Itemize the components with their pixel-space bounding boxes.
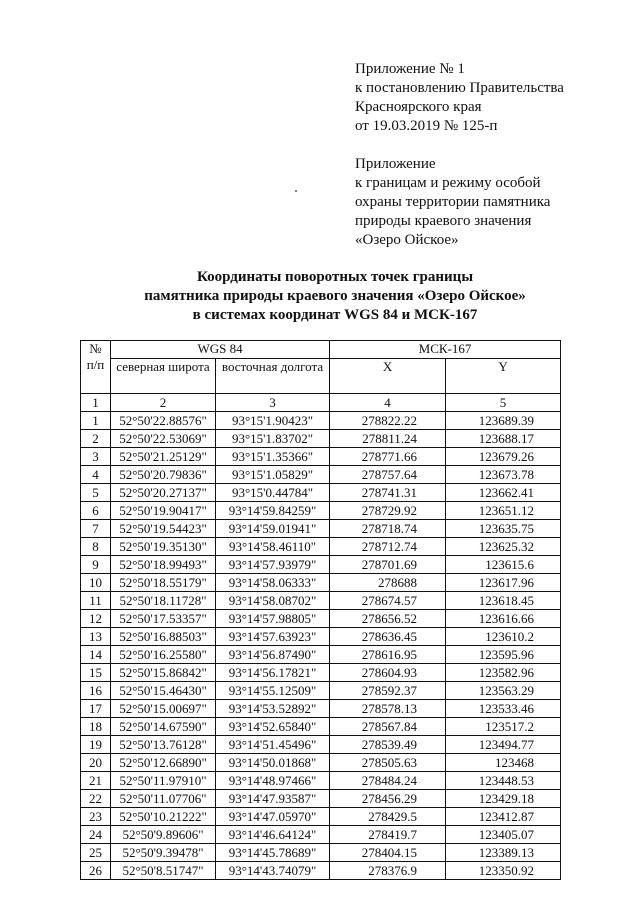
y-cell: 123615.6: [446, 556, 561, 574]
table-row: [81, 754, 561, 772]
header-line: к постановлению Правительства: [355, 80, 564, 96]
table-row: [81, 538, 561, 556]
latitude-cell: 52°50'18.55179": [111, 574, 216, 592]
header-x: X: [330, 359, 446, 394]
table-row: [81, 412, 561, 430]
table-row: [81, 430, 561, 448]
x-cell: 278539.49: [330, 736, 446, 754]
point-number: 5: [81, 484, 111, 502]
table-row: [81, 448, 561, 466]
x-cell: 278484.24: [330, 772, 446, 790]
latitude-cell: 52°50'13.76128": [111, 736, 216, 754]
x-cell: 278757.64: [330, 466, 446, 484]
point-number: 3: [81, 448, 111, 466]
table-row: [81, 772, 561, 790]
latitude-cell: 52°50'18.99493": [111, 556, 216, 574]
longitude-cell: 93°15'1.90423": [216, 412, 330, 430]
column-number-row: [81, 394, 561, 412]
x-cell: 278636.45: [330, 628, 446, 646]
header-y: Y: [446, 359, 561, 394]
table-body: [81, 412, 561, 880]
table-row: [81, 808, 561, 826]
coordinates-table: [80, 340, 561, 880]
longitude-cell: 93°14'47.05970": [216, 808, 330, 826]
header-wgs84: WGS 84: [111, 341, 330, 359]
table-row: [81, 574, 561, 592]
y-cell: 123651.12: [446, 502, 561, 520]
column-number: 2: [111, 394, 216, 412]
x-cell: 278718.74: [330, 520, 446, 538]
latitude-cell: 52°50'14.67590": [111, 718, 216, 736]
latitude-cell: 52°50'8.51747": [111, 862, 216, 880]
point-number: 10: [81, 574, 111, 592]
table-row: [81, 520, 561, 538]
x-cell: 278419.7: [330, 826, 446, 844]
table-row: [81, 556, 561, 574]
x-cell: 278429.5: [330, 808, 446, 826]
y-cell: 123616.66: [446, 610, 561, 628]
x-cell: 278741.31: [330, 484, 446, 502]
x-cell: 278592.37: [330, 682, 446, 700]
point-number: 16: [81, 682, 111, 700]
point-number: 8: [81, 538, 111, 556]
header-line: «Озеро Ойское»: [355, 232, 459, 248]
point-number: 12: [81, 610, 111, 628]
y-cell: 123350.92: [446, 862, 561, 880]
latitude-cell: 52°50'15.86842": [111, 664, 216, 682]
point-number: 7: [81, 520, 111, 538]
title-line: памятника природы краевого значения «Озеро Ойское»: [144, 288, 526, 304]
y-cell: 123494.77: [446, 736, 561, 754]
header-msk167: МСК-167: [330, 341, 561, 359]
y-cell: 123688.17: [446, 430, 561, 448]
y-cell: 123468: [446, 754, 561, 772]
y-cell: 123563.29: [446, 682, 561, 700]
x-cell: 278404.15: [330, 844, 446, 862]
longitude-cell: 93°14'57.63923": [216, 628, 330, 646]
y-cell: 123635.75: [446, 520, 561, 538]
latitude-cell: 52°50'11.07706": [111, 790, 216, 808]
longitude-cell: 93°14'57.98805": [216, 610, 330, 628]
y-cell: 123618.45: [446, 592, 561, 610]
header-line: природы краевого значения: [355, 213, 532, 229]
table-row: [81, 502, 561, 520]
point-number: 9: [81, 556, 111, 574]
point-number: 24: [81, 826, 111, 844]
longitude-cell: 93°14'58.08702": [216, 592, 330, 610]
longitude-cell: 93°15'1.05829": [216, 466, 330, 484]
point-number: 1: [81, 412, 111, 430]
header-line: охраны территории памятника: [355, 194, 551, 210]
point-number: 22: [81, 790, 111, 808]
latitude-cell: 52°50'22.53069": [111, 430, 216, 448]
longitude-cell: 93°14'46.64124": [216, 826, 330, 844]
y-cell: 123625.32: [446, 538, 561, 556]
y-cell: 123617.96: [446, 574, 561, 592]
y-cell: 123689.39: [446, 412, 561, 430]
x-cell: 278578.13: [330, 700, 446, 718]
x-cell: 278712.74: [330, 538, 446, 556]
point-number: 15: [81, 664, 111, 682]
header-line: Приложение: [355, 156, 436, 172]
latitude-cell: 52°50'19.90417": [111, 502, 216, 520]
x-cell: 278505.63: [330, 754, 446, 772]
y-cell: 123582.96: [446, 664, 561, 682]
column-number: 3: [216, 394, 330, 412]
x-cell: 278811.24: [330, 430, 446, 448]
longitude-cell: 93°14'48.97466": [216, 772, 330, 790]
table-row: [81, 592, 561, 610]
y-cell: 123517.2: [446, 718, 561, 736]
point-number: 14: [81, 646, 111, 664]
table-row: [81, 718, 561, 736]
longitude-cell: 93°14'43.74079": [216, 862, 330, 880]
title-line: в системах координат WGS 84 и МСК-167: [192, 307, 478, 323]
latitude-cell: 52°50'21.25129": [111, 448, 216, 466]
header-line: от 19.03.2019 № 125-п: [355, 118, 498, 134]
table-row: [81, 862, 561, 880]
x-cell: 278616.95: [330, 646, 446, 664]
table-row: [81, 664, 561, 682]
point-number: 23: [81, 808, 111, 826]
latitude-cell: 52°50'16.88503": [111, 628, 216, 646]
x-cell: 278456.29: [330, 790, 446, 808]
x-cell: 278701.69: [330, 556, 446, 574]
longitude-cell: 93°14'58.06333": [216, 574, 330, 592]
column-number: 5: [446, 394, 561, 412]
longitude-cell: 93°14'59.84259": [216, 502, 330, 520]
header-num: № п/п: [81, 341, 111, 394]
point-number: 21: [81, 772, 111, 790]
point-number: 19: [81, 736, 111, 754]
header-longitude: восточная долгота: [216, 359, 330, 394]
document-title: [80, 268, 590, 325]
x-cell: 278376.9: [330, 862, 446, 880]
title-line: Координаты поворотных точек границы: [196, 269, 474, 285]
table-row: [81, 826, 561, 844]
y-cell: 123389.13: [446, 844, 561, 862]
x-cell: 278688: [330, 574, 446, 592]
x-cell: 278771.66: [330, 448, 446, 466]
point-number: 20: [81, 754, 111, 772]
longitude-cell: 93°14'58.46110": [216, 538, 330, 556]
longitude-cell: 93°14'56.87490": [216, 646, 330, 664]
x-cell: 278822.22: [330, 412, 446, 430]
table-row: [81, 682, 561, 700]
table-subheader-row: [81, 359, 561, 394]
table-row: [81, 844, 561, 862]
point-number: 4: [81, 466, 111, 484]
latitude-cell: 52°50'19.35130": [111, 538, 216, 556]
table-row: [81, 700, 561, 718]
latitude-cell: 52°50'22.88576": [111, 412, 216, 430]
latitude-cell: 52°50'12.66890": [111, 754, 216, 772]
latitude-cell: 52°50'10.21222": [111, 808, 216, 826]
point-number: 6: [81, 502, 111, 520]
latitude-cell: 52°50'15.00697": [111, 700, 216, 718]
latitude-cell: 52°50'19.54423": [111, 520, 216, 538]
latitude-cell: 52°50'16.25580": [111, 646, 216, 664]
appendix-header: [355, 60, 625, 250]
table-row: [81, 736, 561, 754]
longitude-cell: 93°15'1.35366": [216, 448, 330, 466]
header-line: Приложение № 1: [355, 61, 465, 77]
latitude-cell: 52°50'15.46430": [111, 682, 216, 700]
point-number: 2: [81, 430, 111, 448]
table-header-row: [81, 341, 561, 359]
longitude-cell: 93°14'45.78689": [216, 844, 330, 862]
latitude-cell: 52°50'20.27137": [111, 484, 216, 502]
latitude-cell: 52°50'9.39478": [111, 844, 216, 862]
longitude-cell: 93°14'51.45496": [216, 736, 330, 754]
y-cell: 123405.07: [446, 826, 561, 844]
longitude-cell: 93°14'53.52892": [216, 700, 330, 718]
table-row: [81, 628, 561, 646]
y-cell: 123412.87: [446, 808, 561, 826]
x-cell: 278604.93: [330, 664, 446, 682]
column-number: 1: [81, 394, 111, 412]
table-row: [81, 646, 561, 664]
y-cell: 123533.46: [446, 700, 561, 718]
longitude-cell: 93°15'1.83702": [216, 430, 330, 448]
point-number: 13: [81, 628, 111, 646]
y-cell: 123679.26: [446, 448, 561, 466]
y-cell: 123429.18: [446, 790, 561, 808]
table-row: [81, 466, 561, 484]
point-number: 25: [81, 844, 111, 862]
latitude-cell: 52°50'18.11728": [111, 592, 216, 610]
y-cell: 123595.96: [446, 646, 561, 664]
y-cell: 123610.2: [446, 628, 561, 646]
x-cell: 278567.84: [330, 718, 446, 736]
stray-dot: [295, 190, 297, 192]
point-number: 18: [81, 718, 111, 736]
column-number: 4: [330, 394, 446, 412]
table-row: [81, 484, 561, 502]
latitude-cell: 52°50'9.89606": [111, 826, 216, 844]
longitude-cell: 93°14'59.01941": [216, 520, 330, 538]
point-number: 17: [81, 700, 111, 718]
x-cell: 278656.52: [330, 610, 446, 628]
point-number: 26: [81, 862, 111, 880]
longitude-cell: 93°14'50.01868": [216, 754, 330, 772]
longitude-cell: 93°15'0.44784": [216, 484, 330, 502]
longitude-cell: 93°14'57.93979": [216, 556, 330, 574]
y-cell: 123673.78: [446, 466, 561, 484]
latitude-cell: 52°50'20.79836": [111, 466, 216, 484]
table-row: [81, 790, 561, 808]
header-latitude: северная широта: [111, 359, 216, 394]
y-cell: 123448.53: [446, 772, 561, 790]
table-row: [81, 610, 561, 628]
y-cell: 123662.41: [446, 484, 561, 502]
longitude-cell: 93°14'52.65840": [216, 718, 330, 736]
header-line: к границам и режиму особой: [355, 175, 541, 191]
header-line: Красноярского края: [355, 99, 482, 115]
longitude-cell: 93°14'47.93587": [216, 790, 330, 808]
longitude-cell: 93°14'55.12509": [216, 682, 330, 700]
latitude-cell: 52°50'17.53357": [111, 610, 216, 628]
longitude-cell: 93°14'56.17821": [216, 664, 330, 682]
x-cell: 278674.57: [330, 592, 446, 610]
latitude-cell: 52°50'11.97910": [111, 772, 216, 790]
point-number: 11: [81, 592, 111, 610]
x-cell: 278729.92: [330, 502, 446, 520]
